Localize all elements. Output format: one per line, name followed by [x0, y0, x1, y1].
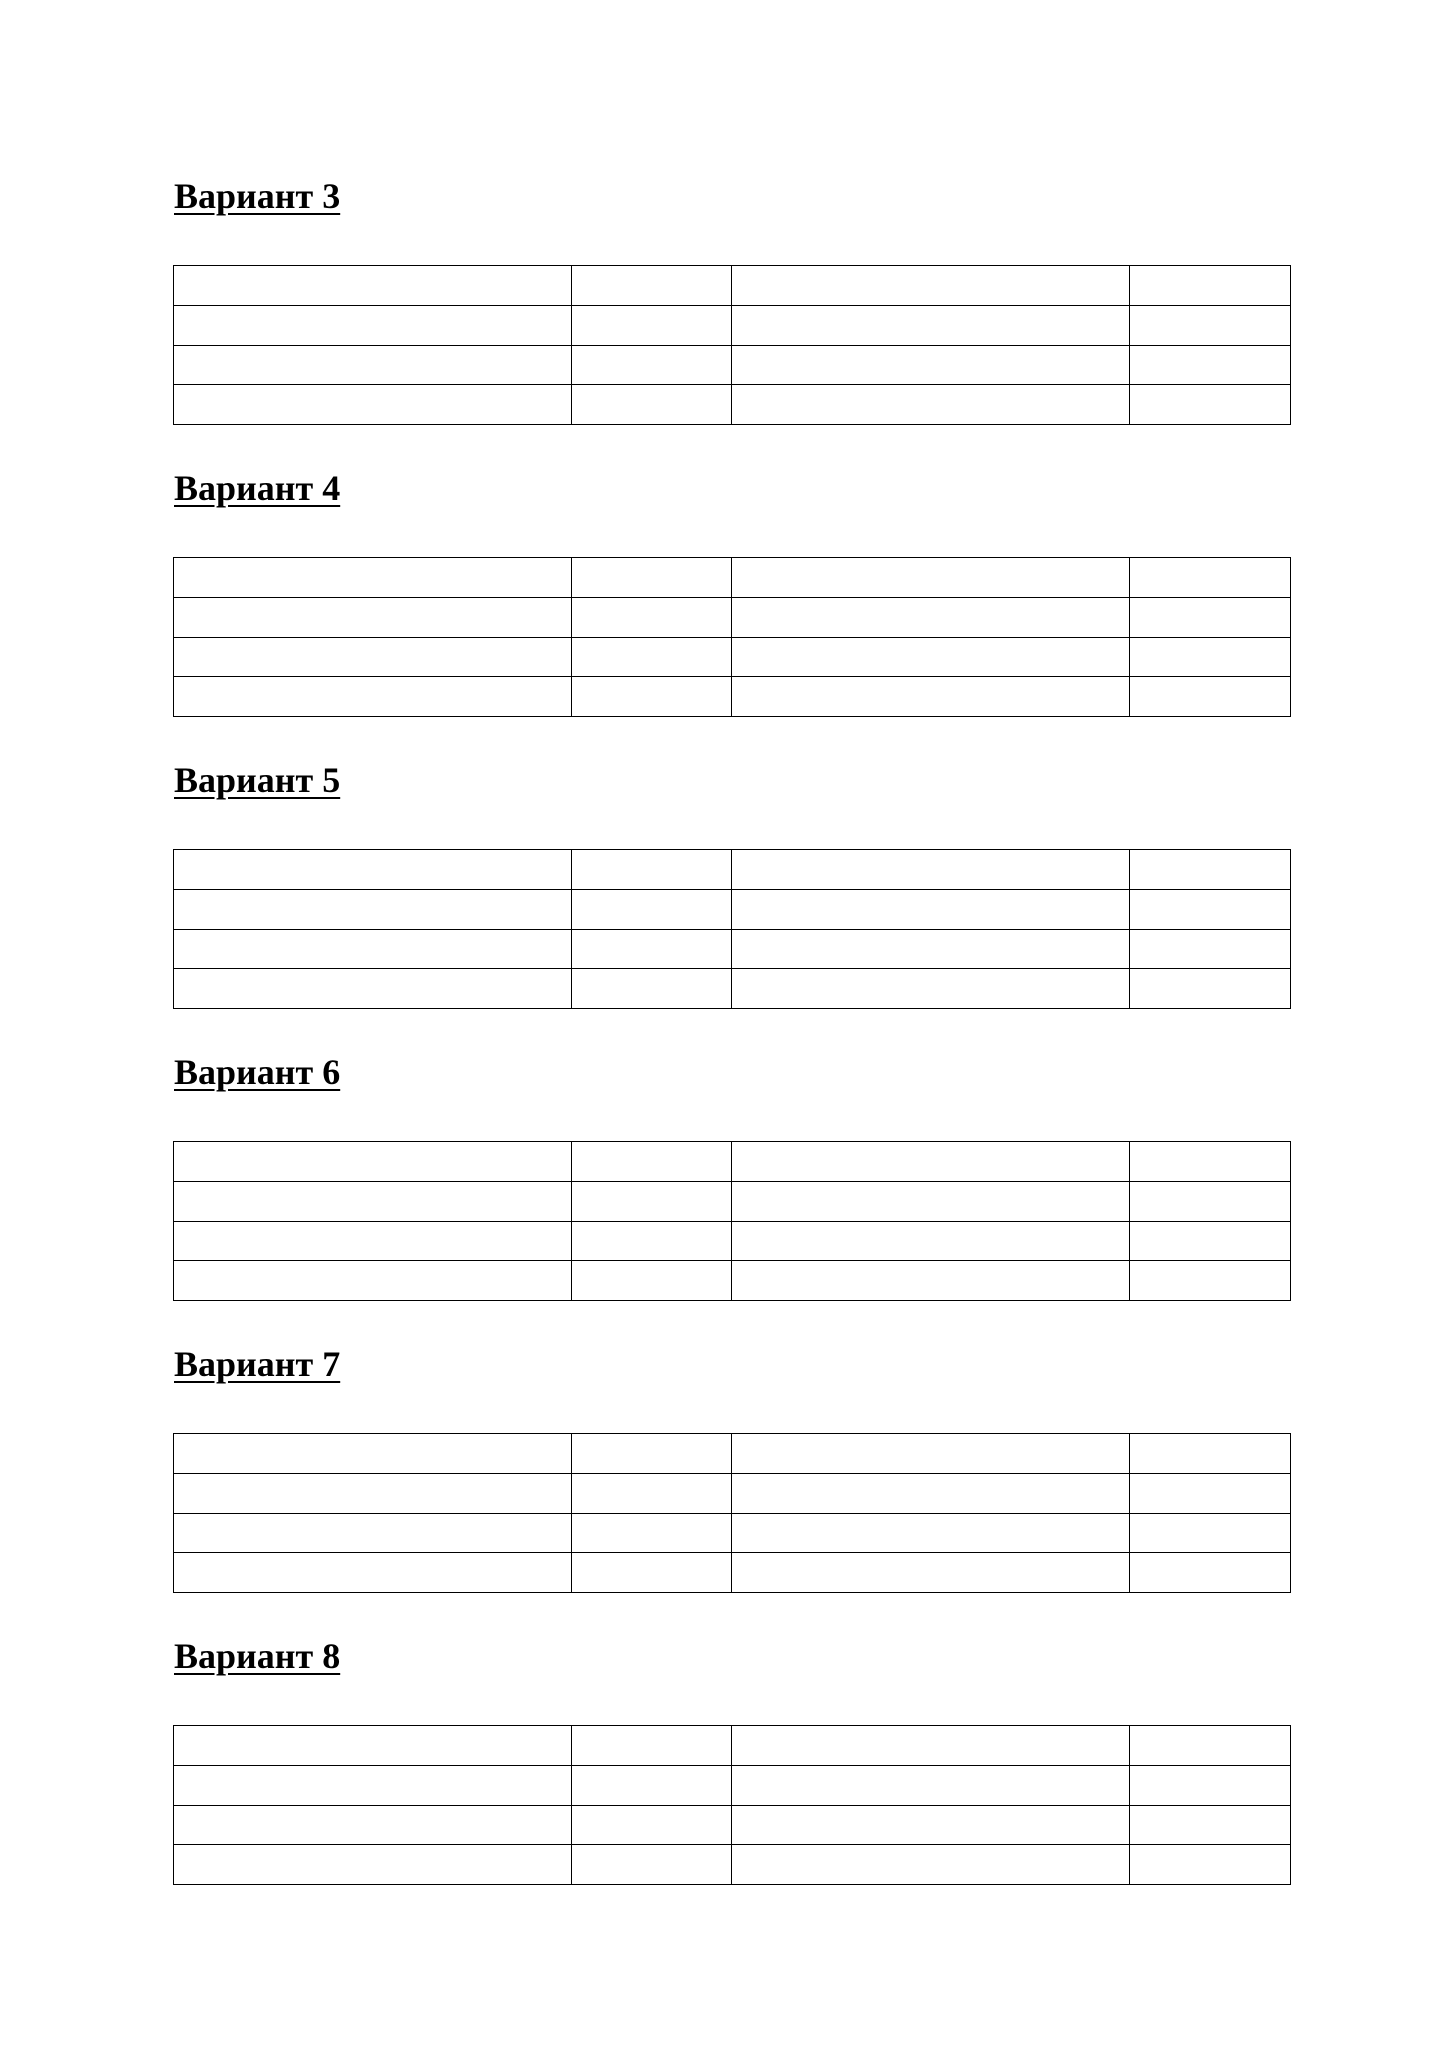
table-cell — [732, 1473, 1130, 1513]
table-cell — [174, 889, 572, 929]
table-row — [174, 637, 1291, 677]
variant-title: Вариант 7 — [174, 1344, 341, 1384]
table-cell — [572, 1473, 732, 1513]
table-row — [174, 1221, 1291, 1261]
table-cell — [572, 305, 732, 345]
table-cell — [174, 1221, 572, 1261]
table-row — [174, 1181, 1291, 1221]
table-cell — [174, 1261, 572, 1301]
table-row — [174, 385, 1291, 425]
table-row — [174, 1261, 1291, 1301]
table-row — [174, 969, 1291, 1009]
table-cell — [174, 677, 572, 717]
table-row — [174, 1726, 1291, 1766]
table-row — [174, 929, 1291, 969]
table-cell — [732, 1221, 1130, 1261]
table-row — [174, 1473, 1291, 1513]
table-cell — [1130, 1221, 1291, 1261]
table-cell — [572, 597, 732, 637]
table-cell — [732, 558, 1130, 598]
table-cell — [732, 597, 1130, 637]
table-cell — [1130, 889, 1291, 929]
table-cell — [1130, 1765, 1291, 1805]
table-cell — [174, 1845, 572, 1885]
table-cell — [174, 1473, 572, 1513]
table-cell — [1130, 969, 1291, 1009]
table-cell — [1130, 1181, 1291, 1221]
table-cell — [1130, 929, 1291, 969]
table-cell — [174, 1805, 572, 1845]
table-cell — [1130, 850, 1291, 890]
table-cell — [572, 1513, 732, 1553]
table-cell — [732, 305, 1130, 345]
table-cell — [174, 597, 572, 637]
table-cell — [174, 345, 572, 385]
table-cell — [1130, 1726, 1291, 1766]
table-row — [174, 345, 1291, 385]
table-cell — [732, 1513, 1130, 1553]
table-cell — [732, 1261, 1130, 1301]
table-cell — [572, 1553, 732, 1593]
table-cell — [1130, 1553, 1291, 1593]
table-cell — [732, 969, 1130, 1009]
table-cell — [1130, 266, 1291, 306]
table-cell — [572, 266, 732, 306]
variant-table — [173, 1725, 1291, 1885]
table-cell — [732, 1726, 1130, 1766]
table-cell — [1130, 1805, 1291, 1845]
table-cell — [732, 1845, 1130, 1885]
table-cell — [174, 1765, 572, 1805]
table-cell — [1130, 677, 1291, 717]
table-row — [174, 889, 1291, 929]
variant-title: Вариант 8 — [174, 1636, 341, 1676]
table-cell — [1130, 345, 1291, 385]
table-cell — [1130, 1845, 1291, 1885]
table-cell — [174, 305, 572, 345]
table-cell — [732, 1805, 1130, 1845]
table-cell — [174, 266, 572, 306]
table-cell — [174, 1434, 572, 1474]
table-cell — [732, 1553, 1130, 1593]
table-row — [174, 1434, 1291, 1474]
table-cell — [732, 345, 1130, 385]
table-cell — [732, 1142, 1130, 1182]
table-row — [174, 1142, 1291, 1182]
table-cell — [572, 385, 732, 425]
table-row — [174, 1805, 1291, 1845]
variant-title: Вариант 4 — [174, 468, 341, 508]
table-cell — [572, 969, 732, 1009]
table-cell — [572, 637, 732, 677]
variant-table — [173, 1141, 1291, 1301]
table-row — [174, 597, 1291, 637]
table-cell — [732, 889, 1130, 929]
table-cell — [174, 1553, 572, 1593]
table-cell — [1130, 1261, 1291, 1301]
table-row — [174, 266, 1291, 306]
table-cell — [174, 558, 572, 598]
variant-title: Вариант 5 — [174, 760, 341, 800]
table-cell — [732, 1765, 1130, 1805]
table-cell — [1130, 1142, 1291, 1182]
table-cell — [1130, 1473, 1291, 1513]
table-row — [174, 305, 1291, 345]
table-cell — [572, 558, 732, 598]
table-cell — [572, 1142, 732, 1182]
variant-table — [173, 849, 1291, 1009]
table-cell — [732, 850, 1130, 890]
table-cell — [732, 1181, 1130, 1221]
table-row — [174, 677, 1291, 717]
variant-table — [173, 557, 1291, 717]
table-row — [174, 1513, 1291, 1553]
table-row — [174, 1845, 1291, 1885]
table-cell — [174, 385, 572, 425]
table-cell — [1130, 558, 1291, 598]
table-cell — [174, 929, 572, 969]
table-cell — [732, 929, 1130, 969]
table-row — [174, 558, 1291, 598]
table-cell — [572, 1845, 732, 1885]
table-cell — [1130, 597, 1291, 637]
table-cell — [732, 637, 1130, 677]
table-cell — [1130, 385, 1291, 425]
table-cell — [572, 1181, 732, 1221]
variant-title: Вариант 6 — [174, 1052, 341, 1092]
table-cell — [732, 1434, 1130, 1474]
table-cell — [572, 677, 732, 717]
table-cell — [732, 385, 1130, 425]
table-cell — [572, 1261, 732, 1301]
table-cell — [572, 929, 732, 969]
table-cell — [572, 1726, 732, 1766]
variant-title: Вариант 3 — [174, 176, 341, 216]
table-cell — [572, 1765, 732, 1805]
table-cell — [174, 850, 572, 890]
table-cell — [174, 1181, 572, 1221]
table-cell — [1130, 637, 1291, 677]
table-cell — [572, 1434, 732, 1474]
table-cell — [174, 969, 572, 1009]
table-cell — [174, 1726, 572, 1766]
table-row — [174, 850, 1291, 890]
table-row — [174, 1765, 1291, 1805]
table-cell — [1130, 1434, 1291, 1474]
table-cell — [174, 637, 572, 677]
table-row — [174, 1553, 1291, 1593]
table-cell — [732, 266, 1130, 306]
table-cell — [174, 1513, 572, 1553]
table-cell — [572, 850, 732, 890]
table-cell — [572, 1805, 732, 1845]
table-cell — [174, 1142, 572, 1182]
table-cell — [572, 345, 732, 385]
table-cell — [1130, 1513, 1291, 1553]
table-cell — [1130, 305, 1291, 345]
table-cell — [732, 677, 1130, 717]
table-cell — [572, 1221, 732, 1261]
variant-table — [173, 1433, 1291, 1593]
variant-table — [173, 265, 1291, 425]
table-cell — [572, 889, 732, 929]
